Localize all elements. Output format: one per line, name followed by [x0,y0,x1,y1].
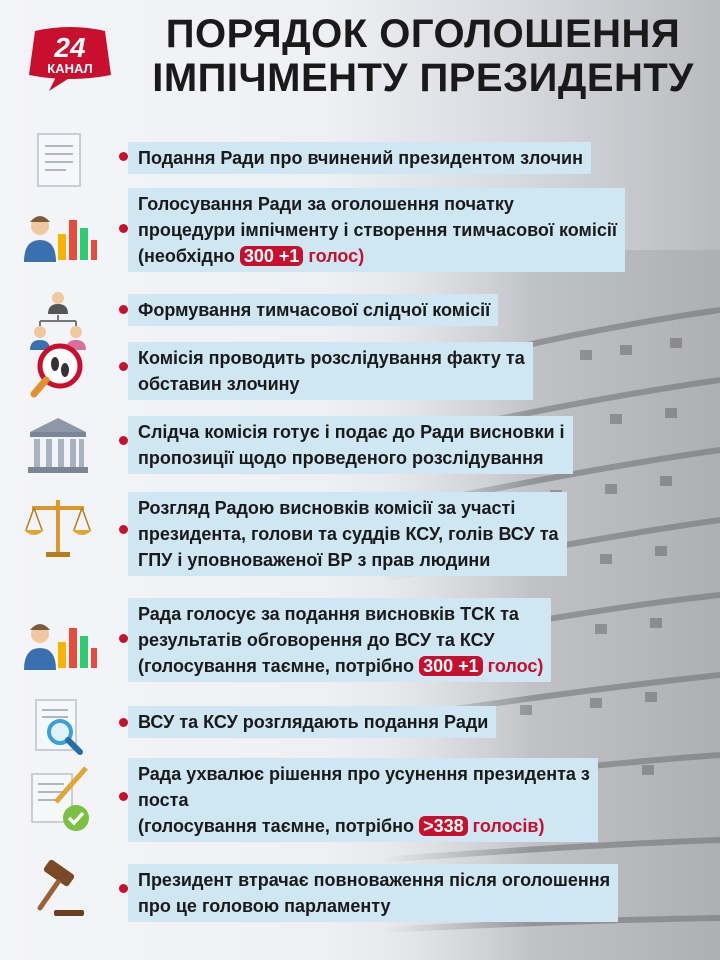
step-7-text: Рада голосує за подання висновків ТСК та результатів обговорення до ВСУ та КСУ (голосування таємне, потрібно 300 +1 голос) [128,598,551,682]
person-chart-icon [18,608,98,678]
institution-building-icon [18,414,98,484]
step-3-text: Формування тимчасової слідчої комісії [128,294,498,326]
title-line-2: ІМПІЧМЕНТУ ПРЕЗИДЕНТУ [152,56,694,100]
step-9-text: Рада ухвалює рішення про усунення президента з поста (голосування таємне, потрібно >338 голосів) [128,758,598,842]
vote-threshold-badge: 300 +1 [240,246,304,266]
logo-number: 24 [54,32,86,63]
logo-name: КАНАЛ [47,61,93,76]
person-chart-icon [18,200,98,270]
step-1-text: Подання Ради про вчинений президентом злочин [128,142,591,174]
step-2-text: Голосування Ради за оголошення початку процедури імпічменту і створення тимчасової комісії (необхідно 300 +1 голос) [128,188,625,272]
step-4-text: Комісія проводить розслідування факту та обставин злочину [128,342,533,400]
document-sign-check-icon [18,764,98,834]
document-icon [18,128,98,198]
vote-threshold-badge: >338 [419,816,468,836]
step-8-text: ВСУ та КСУ розглядають подання Ради [128,706,496,738]
channel-24-logo [27,25,113,99]
title-line-1: ПОРЯДОК ОГОЛОШЕННЯ [165,12,681,56]
magnifier-footprints-icon [18,340,98,410]
gavel-icon [18,858,98,928]
document-search-icon [18,696,98,766]
vote-threshold-badge: 300 +1 [419,656,483,676]
scales-icon [18,494,98,564]
step-5-text: Слідча комісія готує і подає до Ради висновки і пропозиції щодо проведеного розслідування [128,416,573,474]
step-6-text: Розгляд Радою висновків комісії за участі президента, голови та суддів КСУ, голів ВСУ та ГПУ і уповноваженої ВР з прав людини [128,492,567,576]
page-title [138,12,708,100]
step-10-text: Президент втрачає повноваження після оголошення про це головою парламенту [128,864,618,922]
